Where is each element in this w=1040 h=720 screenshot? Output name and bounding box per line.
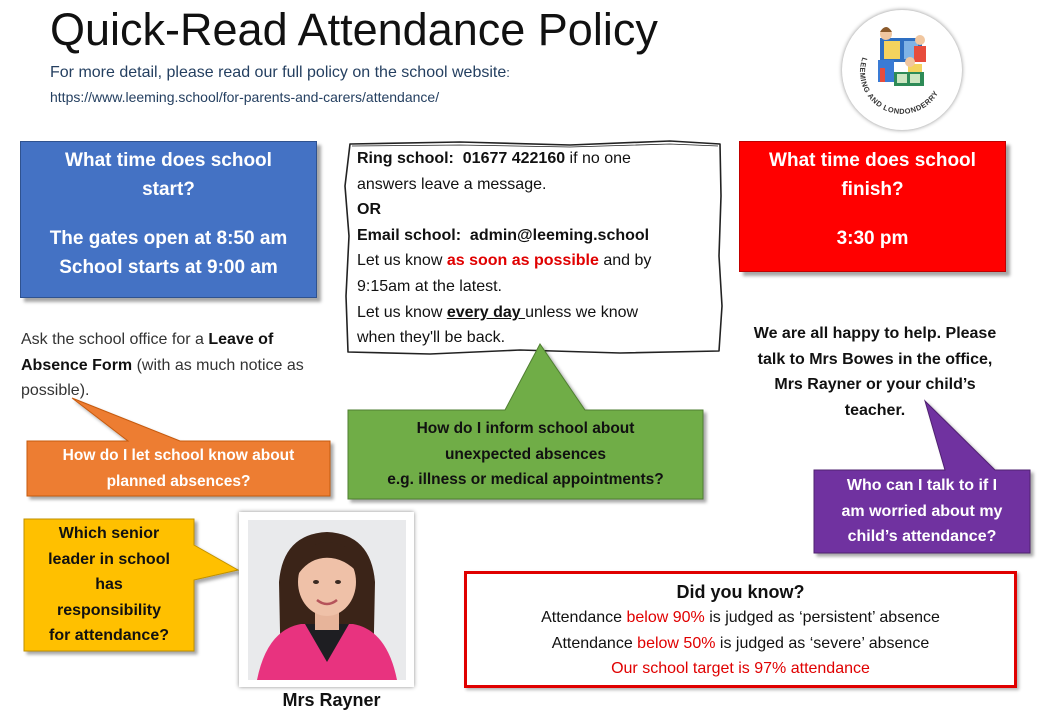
- staff-photo: [239, 512, 414, 687]
- staff-portrait-image: [239, 512, 414, 687]
- unexpected-absence-question: [348, 410, 703, 499]
- asap-post: and by: [598, 252, 652, 270]
- yellow-line1: Which senior: [58, 525, 160, 543]
- finish-question-line2: finish?: [841, 179, 904, 200]
- purple-line1: Who can I talk to if I: [846, 477, 998, 495]
- severe-threshold: below 50%: [637, 634, 716, 652]
- start-question-line2: start?: [142, 179, 195, 200]
- policy-url[interactable]: https://www.leeming.school/for-parents-and-carers/attendance/: [50, 89, 440, 105]
- school-email[interactable]: admin@leeming.school: [469, 226, 650, 244]
- yellow-line5: for attendance?: [48, 627, 169, 645]
- persistent-absence-line: [467, 605, 1014, 631]
- yellow-line2: leader in school: [48, 550, 170, 568]
- persistent-pre: Attendance: [541, 609, 627, 626]
- or-label: OR: [357, 201, 381, 219]
- severe-pre: Attendance: [551, 634, 638, 652]
- purple-line3: child’s attendance?: [847, 528, 997, 546]
- senior-leader-question: [24, 519, 194, 651]
- orange-line2: planned absences?: [106, 472, 251, 490]
- persistent-threshold: below 90%: [626, 609, 705, 626]
- ring-line2: answers leave a message.: [357, 175, 547, 193]
- deadline-text: 9:15am at the latest.: [357, 277, 502, 295]
- persistent-post: is judged as ‘persistent’ absence: [704, 609, 940, 626]
- worried-attendance-question: [814, 470, 1030, 553]
- leave-post: (with as much notice as possible).: [21, 356, 304, 400]
- orange-line1: How do I let school know about: [62, 446, 295, 464]
- help-line1: We are all happy to help. Please: [753, 325, 997, 342]
- help-line2: talk to Mrs Bowes in the office,: [757, 350, 993, 368]
- policy-note-text: For more detail, please read our full policy on the school website: [50, 64, 507, 81]
- help-line3: Mrs Rayner or your child’s: [774, 376, 976, 394]
- asap-emphasis: as soon as possible: [446, 252, 599, 270]
- everyday-post: unless we know: [525, 303, 639, 321]
- yellow-line3: has: [95, 576, 123, 594]
- email-label: Email school:: [357, 226, 462, 244]
- yellow-line4: responsibility: [56, 601, 162, 619]
- gates-open-time: The gates open at 8:50 am: [49, 228, 288, 249]
- severe-post: is judged as ‘severe’ absence: [715, 634, 930, 652]
- planned-absence-question: [27, 441, 330, 496]
- school-finish-time: 3:30 pm: [836, 228, 909, 249]
- back-text: when they'll be back.: [357, 329, 506, 347]
- green-line3: e.g. illness or medical appointments?: [387, 471, 664, 489]
- page-title: Quick-Read Attendance Policy: [50, 4, 658, 55]
- policy-note-colon: :: [506, 65, 510, 80]
- ring-label: Ring school:: [357, 150, 454, 167]
- logo-ring-text: LEEMING AND LONDONDERRY: [857, 56, 941, 116]
- leave-form-name: Leave of Absence Form: [21, 331, 274, 374]
- asap-pre: Let us know: [357, 252, 447, 270]
- staff-name: Mrs Rayner: [282, 690, 381, 710]
- did-you-know-box: [464, 571, 1017, 688]
- attendance-target: Our school target is 97% attendance: [611, 660, 870, 678]
- purple-line2: am worried about my: [841, 502, 1003, 520]
- green-line1: How do I inform school about: [416, 420, 635, 438]
- green-line2: unexpected absences: [444, 445, 607, 463]
- everyday-emphasis: every day: [446, 303, 526, 321]
- school-start-time: School starts at 9:00 am: [59, 257, 278, 278]
- leave-pre: Ask the school office for a: [21, 331, 209, 348]
- finish-question-line1: What time does school: [769, 150, 976, 171]
- start-question-line1: What time does school: [65, 150, 272, 171]
- everyday-pre: Let us know: [357, 303, 447, 321]
- ring-rest: if no one: [565, 150, 631, 167]
- school-phone[interactable]: 01677 422160: [462, 150, 566, 167]
- did-you-know-title: Did you know?: [676, 582, 805, 602]
- help-line4: teacher.: [844, 401, 906, 419]
- severe-absence-line: [467, 631, 1014, 657]
